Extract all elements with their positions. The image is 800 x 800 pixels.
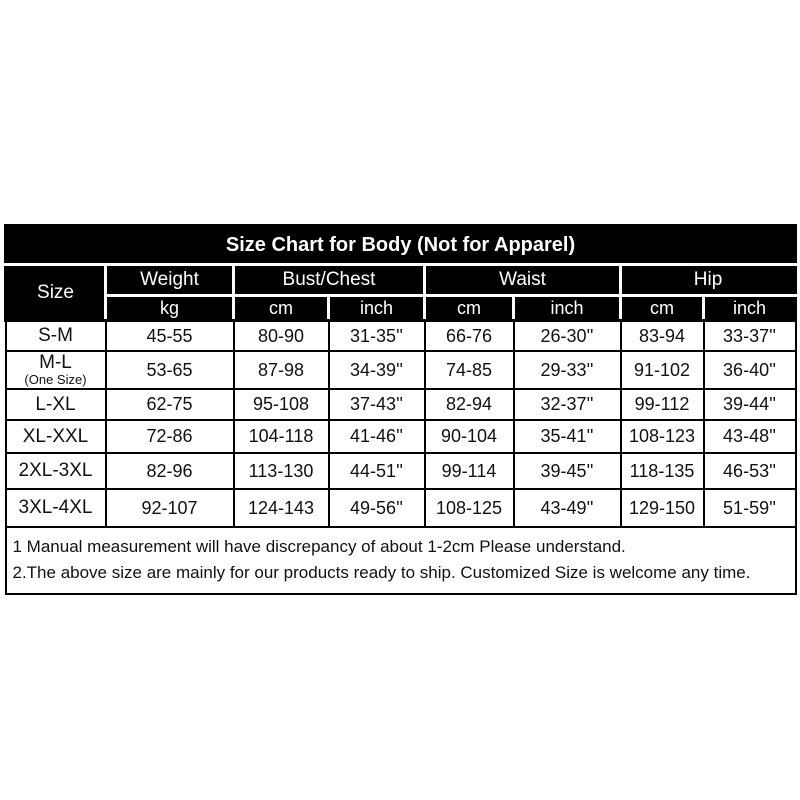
size-label: 2XL-3XL <box>18 460 93 482</box>
measurement-cell: 31-35'' <box>329 321 425 352</box>
measurement-cell: 108-123 <box>621 420 704 453</box>
size-row <box>6 351 796 389</box>
table-footer <box>6 527 796 594</box>
measurement-cell: 41-46'' <box>329 420 425 453</box>
measurement-cell: 87-98 <box>234 351 329 389</box>
size-cell <box>6 453 106 489</box>
size-chart-table <box>4 224 797 595</box>
measurement-cell: 62-75 <box>106 389 234 420</box>
title-row <box>6 226 796 265</box>
size-row <box>6 389 796 420</box>
measurement-cell: 104-118 <box>234 420 329 453</box>
measurement-cell: 45-55 <box>106 321 234 352</box>
waist-group-header: Waist <box>425 265 621 296</box>
hip-group-header: Hip <box>621 265 796 296</box>
measurement-cell: 118-135 <box>621 453 704 489</box>
measurement-cell: 90-104 <box>425 420 514 453</box>
size-cell <box>6 489 106 527</box>
measurement-cell: 35-41'' <box>514 420 621 453</box>
size-row <box>6 321 796 352</box>
measurement-cell: 74-85 <box>425 351 514 389</box>
note-2: 2.The above size are mainly for our products ready to ship. Customized Size is welcome any time. <box>12 563 751 582</box>
size-row <box>6 420 796 453</box>
weight-group-header: Weight <box>106 265 234 296</box>
measurement-cell: 36-40'' <box>704 351 796 389</box>
measurement-cell: 95-108 <box>234 389 329 420</box>
unit-header: inch <box>329 296 425 321</box>
table-body <box>6 321 796 528</box>
size-label: M-L <box>39 352 72 374</box>
measurement-cell: 29-33'' <box>514 351 621 389</box>
measurement-cell: 113-130 <box>234 453 329 489</box>
size-row <box>6 489 796 527</box>
notes-row <box>6 527 796 594</box>
size-cell <box>6 420 106 453</box>
measurement-cell: 99-112 <box>621 389 704 420</box>
unit-header: inch <box>704 296 796 321</box>
measurement-cell: 82-96 <box>106 453 234 489</box>
measurement-cell: 43-49'' <box>514 489 621 527</box>
measurement-cell: 53-65 <box>106 351 234 389</box>
notes-cell <box>6 527 796 594</box>
measurement-cell: 39-45'' <box>514 453 621 489</box>
size-label: S-M <box>38 325 73 347</box>
unit-header: kg <box>106 296 234 321</box>
measurement-cell: 72-86 <box>106 420 234 453</box>
measurement-cell: 44-51'' <box>329 453 425 489</box>
size-cell <box>6 351 106 389</box>
measurement-cell: 91-102 <box>621 351 704 389</box>
size-cell <box>6 389 106 420</box>
chart-title: Size Chart for Body (Not for Apparel) <box>6 226 796 265</box>
measurement-cell: 39-44'' <box>704 389 796 420</box>
size-label: XL-XXL <box>22 425 89 447</box>
note-1: 1 Manual measurement will have discrepancy of about 1-2cm Please understand. <box>12 536 626 556</box>
size-label: L-XL <box>35 393 76 415</box>
size-cell <box>6 321 106 352</box>
unit-header: inch <box>514 296 621 321</box>
unit-header: cm <box>621 296 704 321</box>
measurement-cell: 124-143 <box>234 489 329 527</box>
measurement-cell: 43-48'' <box>704 420 796 453</box>
table-header <box>6 226 796 321</box>
unit-header: cm <box>234 296 329 321</box>
measurement-cell: 26-30'' <box>514 321 621 352</box>
group-header-row <box>6 265 796 296</box>
size-column-header: Size <box>6 265 106 321</box>
size-row <box>6 453 796 489</box>
unit-header: cm <box>425 296 514 321</box>
measurement-cell: 46-53'' <box>704 453 796 489</box>
measurement-cell: 66-76 <box>425 321 514 352</box>
measurement-cell: 108-125 <box>425 489 514 527</box>
measurement-cell: 92-107 <box>106 489 234 527</box>
units-header-row <box>6 296 796 321</box>
measurement-cell: 51-59'' <box>704 489 796 527</box>
measurement-cell: 82-94 <box>425 389 514 420</box>
bust-chest-group-header: Bust/Chest <box>234 265 425 296</box>
size-label: 3XL-4XL <box>18 497 93 519</box>
size-note: (One Size) <box>24 372 87 388</box>
measurement-cell: 49-56'' <box>329 489 425 527</box>
measurement-cell: 80-90 <box>234 321 329 352</box>
measurement-cell: 34-39'' <box>329 351 425 389</box>
measurement-cell: 37-43'' <box>329 389 425 420</box>
measurement-cell: 83-94 <box>621 321 704 352</box>
measurement-cell: 99-114 <box>425 453 514 489</box>
measurement-cell: 32-37'' <box>514 389 621 420</box>
measurement-cell: 33-37'' <box>704 321 796 352</box>
measurement-cell: 129-150 <box>621 489 704 527</box>
